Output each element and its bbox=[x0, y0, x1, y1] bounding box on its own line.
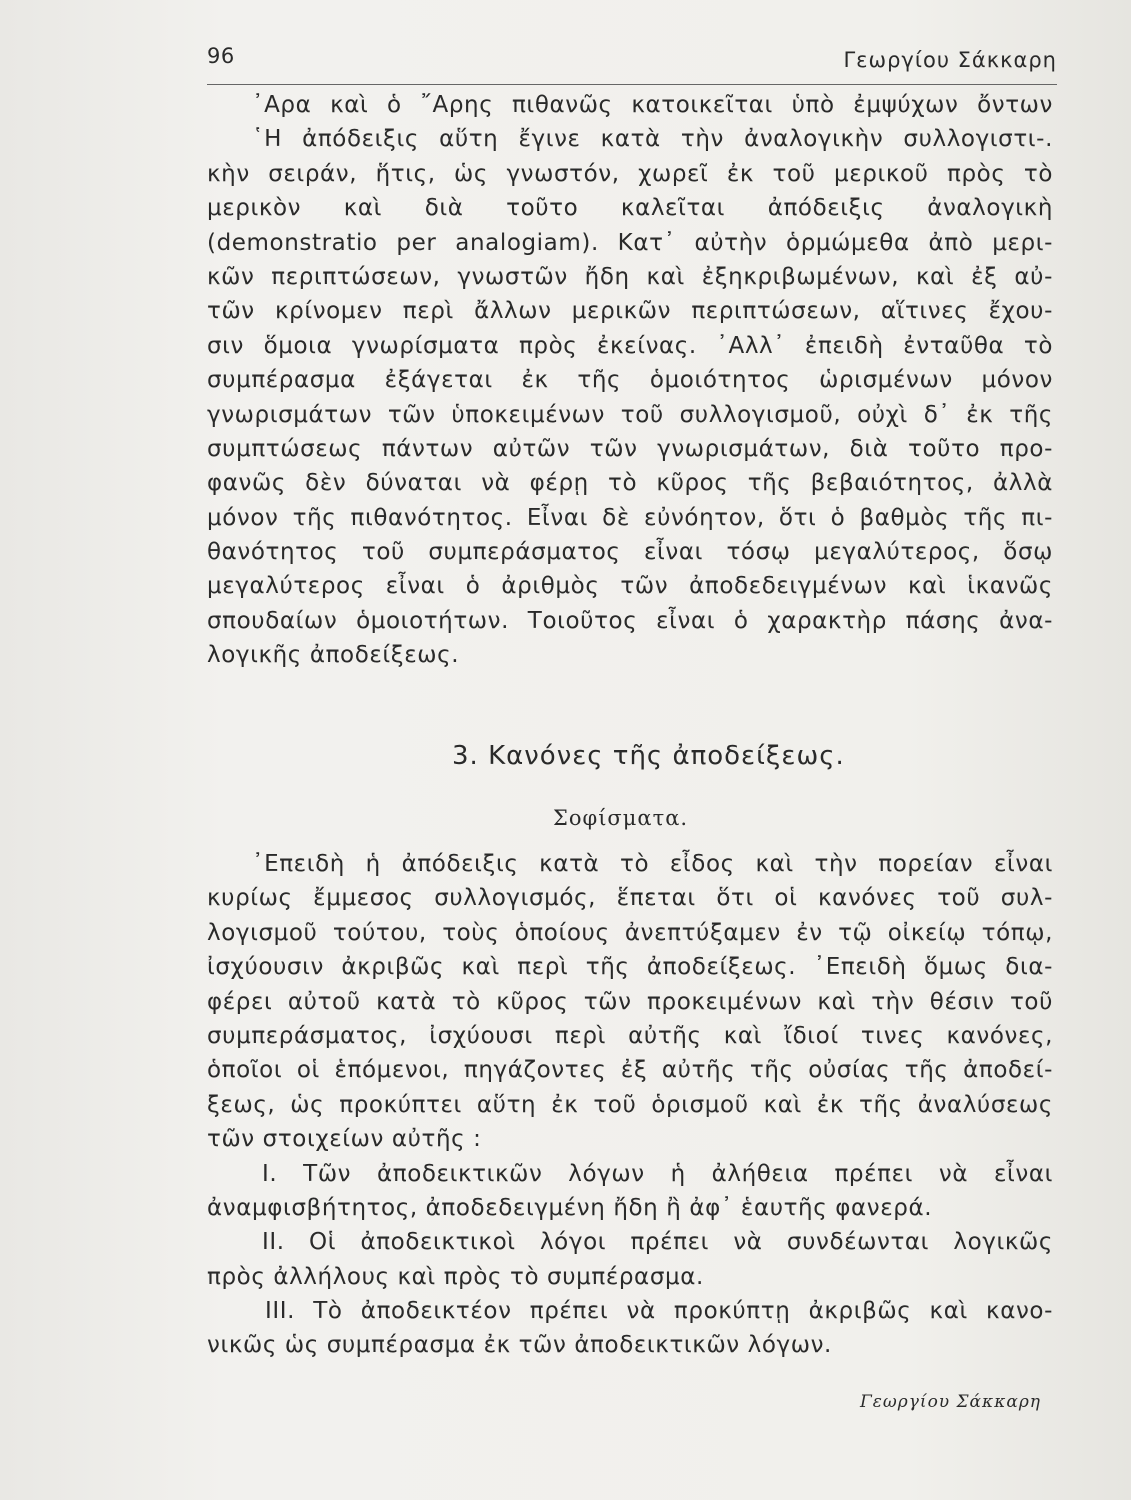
text-line: μερικὸν καὶ διὰ τοῦτο καλεῖται ἀπόδειξις ἀναλογικὴ bbox=[207, 195, 1053, 222]
rule-2-line: πρὸς ἀλλήλους καὶ πρὸς τὸ συμπέρασμα. bbox=[207, 1263, 704, 1290]
text-line: κὴν σειράν, ἥτις, ὡς γνωστόν, χωρεῖ ἐκ τοῦ μερικοῦ πρὸς τὸ bbox=[207, 160, 1053, 187]
text-line: μεγαλύτερος εἶναι ὁ ἀριθμὸς τῶν ἀποδεδειγμένων καὶ ἱκανῶς bbox=[207, 573, 1053, 600]
text-line: (demonstratio per analogiam). Κατ᾿ αὐτὴν ὁρμώμεθα ἀπὸ μερι- bbox=[207, 229, 1053, 256]
rule-3-line: νικῶς ὡς συμπέρασμα ἐκ τῶν ἀποδεικτικῶν λόγων. bbox=[207, 1332, 832, 1359]
text-line: τῶν στοιχείων αὐτῆς : bbox=[207, 1126, 482, 1153]
text-line: ἰσχύουσιν ἀκριβῶς καὶ περὶ τῆς ἀποδείξεως. ᾿Επειδὴ ὅμως δια- bbox=[207, 954, 1053, 981]
text-line: τῶν κρίνομεν περὶ ἄλλων μερικῶν περιπτώσεων, αἵτινες ἔχου- bbox=[207, 298, 1053, 325]
text-line: συμπεράσματος, ἰσχύουσι περὶ αὐτῆς καὶ ἴδιοί τινες κανόνες, bbox=[207, 1022, 1053, 1049]
running-head: Γεωργίου Σάκκαρη bbox=[843, 48, 1057, 72]
text-line: ὁποῖοι οἱ ἑπόμενοι, πηγάζοντες ἐξ αὐτῆς τῆς οὐσίας τῆς ἀποδεί- bbox=[207, 1057, 1053, 1084]
text-line: ᾿Επειδὴ ἡ ἀπόδειξις κατὰ τὸ εἶδος καὶ τὴν πορείαν εἶναι bbox=[252, 851, 1053, 877]
text-line: φέρει αὐτοῦ κατὰ τὸ κῦρος τῶν προκειμένων καὶ τὴν θέσιν τοῦ bbox=[207, 988, 1053, 1015]
rule-1-line: I. Τῶν ἀποδεικτικῶν λόγων ἡ ἀλήθεια πρέπει νὰ εἶναι bbox=[262, 1160, 1053, 1187]
text-line: ᾿Αρα καὶ ὁ ῎Αρης πιθανῶς κατοικεῖται ὑπὸ ἐμψύχων ὄντων bbox=[252, 92, 1053, 118]
paragraph-analogical-proof bbox=[207, 88, 1053, 673]
text-line: συμπτώσεως πάντων αὐτῶν τῶν γνωρισμάτων, διὰ τοῦτο προ- bbox=[207, 435, 1053, 462]
rule-2-line: II. Οἱ ἀποδεικτικοὶ λόγοι πρέπει νὰ συνδέωνται λογικῶς bbox=[262, 1229, 1053, 1256]
text-line: λογισμοῦ τούτου, τοὺς ὁποίους ἀνεπτύξαμεν ἐν τῷ οἰκείῳ τόπῳ, bbox=[207, 919, 1053, 946]
page-header bbox=[207, 44, 1057, 85]
paragraph-rules-of-proof bbox=[207, 847, 1053, 1363]
text-line: κυρίως ἔμμεσος συλλογισμός, ἕπεται ὅτι οἱ κανόνες τοῦ συλ- bbox=[207, 885, 1053, 912]
text-line: σιν ὅμοια γνωρίσματα πρὸς ἐκείνας. ᾿Αλλ᾿ ἐπειδὴ ἐνταῦθα τὸ bbox=[207, 332, 1053, 359]
text-line: κῶν περιπτώσεων, γνωστῶν ἤδη καὶ ἐξηκριβωμένων, καὶ ἐξ αὐ- bbox=[207, 263, 1053, 290]
text-line: θανότητος τοῦ συμπεράσματος εἶναι τόσῳ μεγαλύτερος, ὅσῳ bbox=[207, 539, 1053, 566]
text-line: ῾Η ἀπόδειξις αὕτη ἔγινε κατὰ τὴν ἀναλογικὴν συλλογιστι-. bbox=[252, 126, 1053, 153]
text-line: γνωρισμάτων τῶν ὑποκειμένων τοῦ συλλογισμοῦ, οὐχὶ δ᾿ ἐκ τῆς bbox=[207, 401, 1053, 428]
section-heading: 3. Κανόνες τῆς ἀποδείξεως. bbox=[452, 741, 845, 771]
text-line: σπουδαίων ὁμοιοτήτων. Τοιοῦτος εἶναι ὁ χαρακτὴρ πάσης ἀνα- bbox=[207, 607, 1053, 634]
author-signature: Γεωργίου Σάκκαρη bbox=[859, 1392, 1041, 1412]
text-line: φανῶς δὲν δύναται νὰ φέρῃ τὸ κῦρος τῆς βεβαιότητος, ἀλλὰ bbox=[207, 470, 1053, 497]
text-line: συμπέρασμα ἐξάγεται ἐκ τῆς ὁμοιότητος ὡρισμένων μόνον bbox=[207, 367, 1053, 394]
rule-1-line: ἀναμφισβήτητος, ἀποδεδειγμένη ἤδη ἢ ἀφ᾿ ἑαυτῆς φανερά. bbox=[207, 1194, 933, 1221]
rule-3-line: III. Τὸ ἀποδεικτέον πρέπει νὰ προκύπτῃ ἀκριβῶς καὶ κανο- bbox=[265, 1298, 1053, 1325]
text-line: μόνον τῆς πιθανότητος. Εἶναι δὲ εὐνόητον, ὅτι ὁ βαθμὸς τῆς πι- bbox=[207, 504, 1053, 531]
text-line: λογικῆς ἀποδείξεως. bbox=[207, 642, 460, 669]
text-line: ξεως, ὡς προκύπτει αὕτη ἐκ τοῦ ὁρισμοῦ καὶ ἐκ τῆς ἀναλύσεως bbox=[207, 1091, 1053, 1118]
page-number: 96 bbox=[207, 44, 235, 68]
sub-heading: Σοφίσματα. bbox=[553, 806, 689, 830]
